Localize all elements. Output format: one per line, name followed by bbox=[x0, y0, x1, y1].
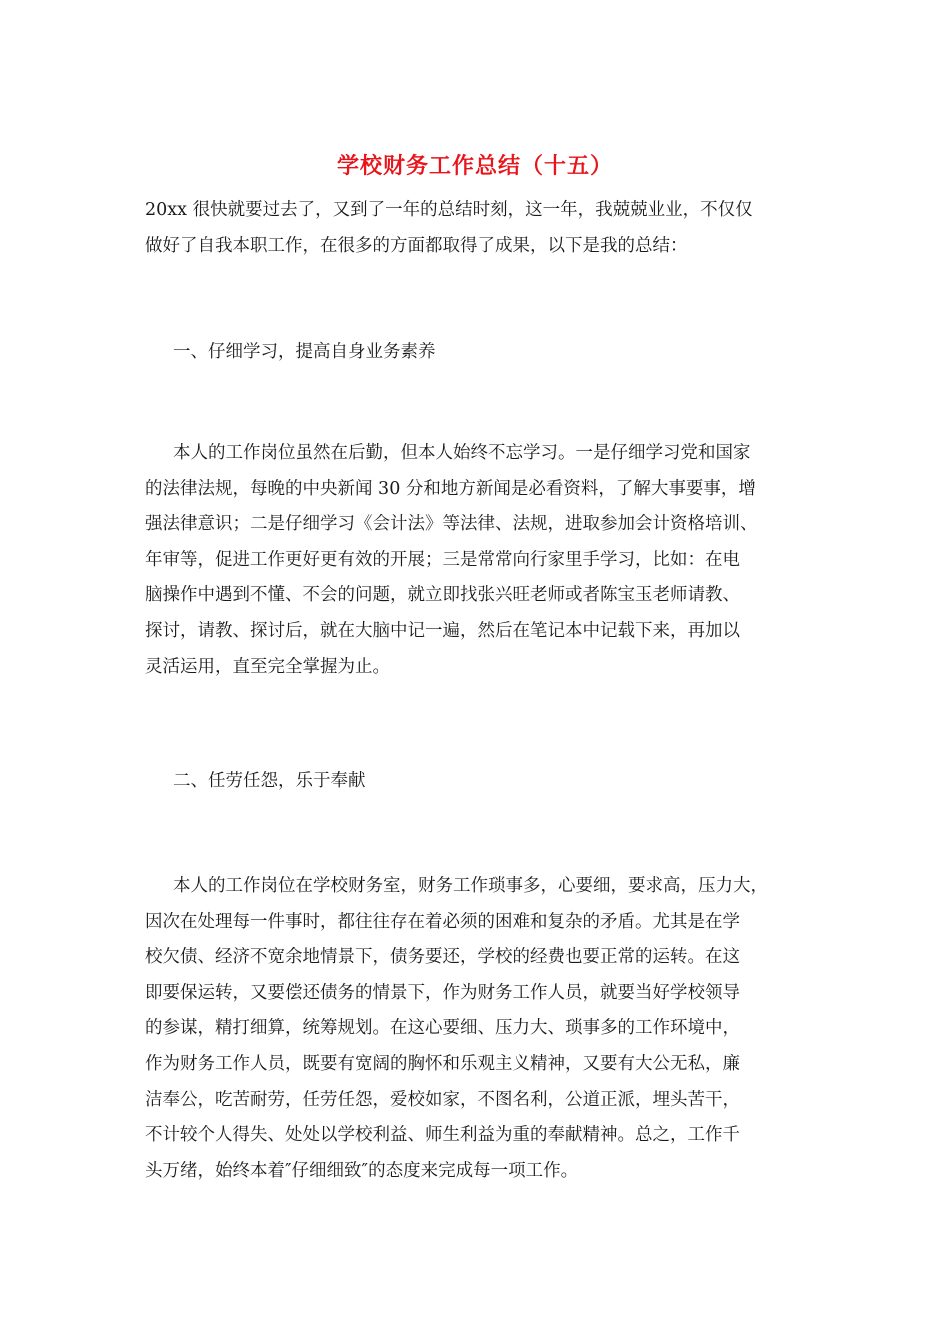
section2-paragraph bbox=[145, 869, 835, 1189]
section1-line: 脑操作中遇到不懂、不会的问题，就立即找张兴旺老师或者陈宝玉老师请教、 bbox=[145, 585, 740, 606]
section1-heading-text: 一、仔细学习，提高自身业务素养 bbox=[173, 342, 436, 362]
section1-paragraph bbox=[145, 436, 835, 685]
section2-line: 校欠债、经济不宽余地情景下，债务要还，学校的经费也要正常的运转。在这 bbox=[145, 947, 740, 968]
section1-line: 探讨，请教、探讨后，就在大脑中记一遍，然后在笔记本中记载下来，再加以 bbox=[145, 620, 740, 641]
section1-line: 强法律意识；二是仔细学习《会计法》等法律、法规，进取参加会计资格培训、 bbox=[145, 514, 758, 535]
document-title: 学校财务工作总结（十五） bbox=[336, 154, 613, 179]
section2-line: 洁奉公，吃苦耐劳，任劳任怨，爱校如家，不图名利，公道正派，埋头苦干， bbox=[145, 1089, 740, 1110]
section1-heading bbox=[145, 335, 835, 371]
intro-line: 20xx 很快就要过去了，又到了一年的总结时刻，这一年，我兢兢业业，不仅仅 bbox=[145, 200, 753, 220]
section2-heading-text: 二、任劳任怨，乐于奉献 bbox=[173, 771, 366, 791]
section2-line: 不计较个人得失、处处以学校利益、师生利益为重的奉献精神。总之，工作千 bbox=[145, 1125, 740, 1146]
section1-line: 灵活运用，直至完全掌握为止。 bbox=[145, 656, 390, 677]
intro-paragraph bbox=[145, 193, 835, 264]
section1-line: 年审等，促进工作更好更有效的开展；三是常常向行家里手学习，比如：在电 bbox=[145, 549, 740, 570]
section1-line: 本人的工作岗位虽然在后勤，但本人始终不忘学习。一是仔细学习党和国家 bbox=[173, 443, 751, 463]
section2-line: 因次在处理每一件事时，都往往存在着必须的困难和复杂的矛盾。尤其是在学 bbox=[145, 911, 740, 932]
section1-line: 的法律法规，每晚的中央新闻 30 分和地方新闻是必看资料，了解大事要事，增 bbox=[145, 478, 756, 499]
section2-line: 的参谋，精打细算，统筹规划。在这心要细、压力大、琐事多的工作环境中， bbox=[145, 1018, 740, 1039]
intro-line: 做好了自我本职工作，在很多的方面都取得了成果，以下是我的总结： bbox=[145, 235, 688, 256]
section2-line: 本人的工作岗位在学校财务室，财务工作琐事多，心要细，要求高，压力大， bbox=[173, 876, 768, 896]
section2-heading bbox=[145, 764, 835, 800]
section2-line: 头万绪，始终本着″仔细细致″的态度来完成每一项工作。 bbox=[145, 1160, 579, 1181]
section2-line: 即要保运转，又要偿还债务的情景下，作为财务工作人员，就要当好学校领导 bbox=[145, 982, 740, 1003]
section2-line: 作为财务工作人员，既要有宽阔的胸怀和乐观主义精神，又要有大公无私，廉 bbox=[145, 1053, 740, 1074]
